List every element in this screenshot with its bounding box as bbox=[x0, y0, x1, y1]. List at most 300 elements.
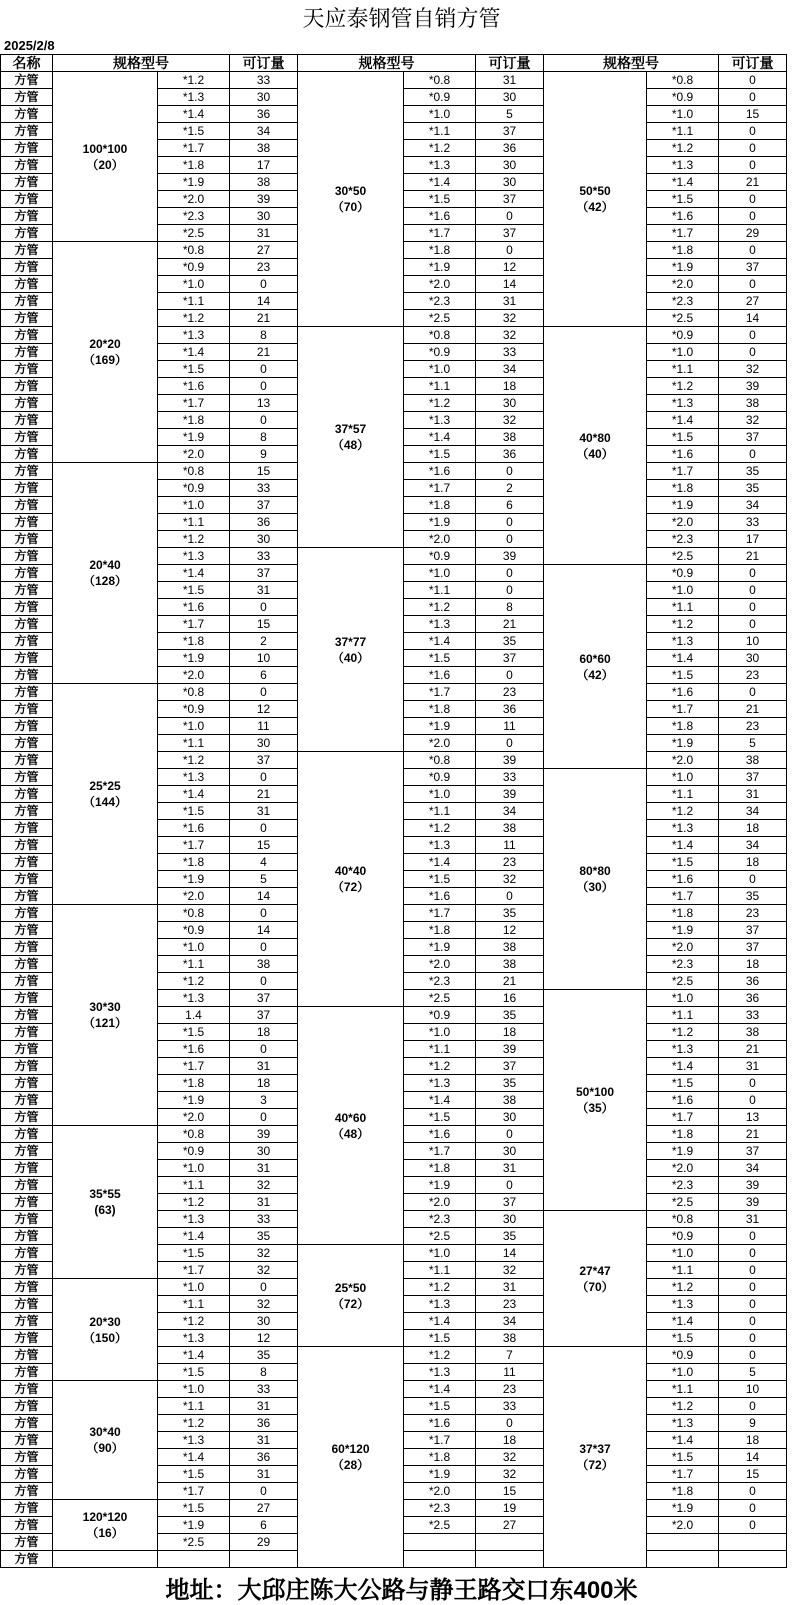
thickness-cell: *1.8 bbox=[404, 497, 476, 514]
thickness-cell: *1.2 bbox=[404, 1347, 476, 1364]
thickness-cell: *0.8 bbox=[404, 327, 476, 344]
quantity-cell: 35 bbox=[476, 905, 544, 922]
product-name-cell: 方管 bbox=[1, 1313, 53, 1330]
thickness-cell: *1.0 bbox=[158, 276, 230, 293]
thickness-cell: *1.9 bbox=[158, 1517, 230, 1534]
thickness-cell: *1.9 bbox=[404, 514, 476, 531]
thickness-cell: *1.1 bbox=[158, 293, 230, 310]
quantity-cell: 11 bbox=[476, 718, 544, 735]
thickness-cell: *1.7 bbox=[647, 701, 719, 718]
product-name-cell: 方管 bbox=[1, 1517, 53, 1534]
thickness-cell: *1.7 bbox=[158, 837, 230, 854]
product-name-cell: 方管 bbox=[1, 769, 53, 786]
inventory-table-body bbox=[1, 55, 787, 1568]
thickness-cell: *1.1 bbox=[404, 378, 476, 395]
thickness-cell: *1.8 bbox=[647, 905, 719, 922]
thickness-cell: *2.0 bbox=[404, 1483, 476, 1500]
thickness-cell: *0.9 bbox=[158, 480, 230, 497]
product-name-cell: 方管 bbox=[1, 1415, 53, 1432]
quantity-cell: 0 bbox=[719, 871, 787, 888]
quantity-cell: 35 bbox=[719, 463, 787, 480]
quantity-cell: 30 bbox=[476, 157, 544, 174]
spec-group-cell bbox=[53, 684, 158, 905]
thickness-cell: *1.2 bbox=[158, 752, 230, 769]
thickness-cell: *1.0 bbox=[404, 106, 476, 123]
thickness-cell: *0.9 bbox=[404, 769, 476, 786]
quantity-cell: 0 bbox=[719, 1483, 787, 1500]
quantity-cell: 9 bbox=[230, 446, 298, 463]
address-footer: 地址：大邱庄陈大公路与静王路交口东400米 bbox=[165, 1577, 638, 1604]
quantity-cell: 38 bbox=[719, 752, 787, 769]
thickness-cell: *1.4 bbox=[158, 565, 230, 582]
quantity-cell: 10 bbox=[719, 633, 787, 650]
thickness-cell: *2.3 bbox=[647, 293, 719, 310]
product-name-cell: 方管 bbox=[1, 922, 53, 939]
thickness-cell: *2.0 bbox=[647, 752, 719, 769]
product-name-cell: 方管 bbox=[1, 1024, 53, 1041]
thickness-cell: *1.3 bbox=[404, 837, 476, 854]
quantity-cell: 32 bbox=[476, 871, 544, 888]
quantity-cell: 30 bbox=[230, 531, 298, 548]
quantity-cell: 37 bbox=[230, 1007, 298, 1024]
quantity-cell: 0 bbox=[719, 1279, 787, 1296]
thickness-cell: *0.8 bbox=[158, 242, 230, 259]
thickness-cell: *2.3 bbox=[404, 1211, 476, 1228]
quantity-cell: 37 bbox=[476, 650, 544, 667]
quantity-cell: 36 bbox=[719, 973, 787, 990]
product-name-cell: 方管 bbox=[1, 786, 53, 803]
thickness-cell: *1.6 bbox=[647, 1092, 719, 1109]
thickness-cell: *0.9 bbox=[647, 327, 719, 344]
thickness-cell: *1.2 bbox=[158, 1194, 230, 1211]
quantity-cell: 21 bbox=[719, 174, 787, 191]
quantity-cell: 39 bbox=[476, 752, 544, 769]
quantity-cell: 35 bbox=[476, 1075, 544, 1092]
thickness-cell: *2.0 bbox=[404, 1194, 476, 1211]
quantity-cell: 27 bbox=[230, 242, 298, 259]
spec-group-cell bbox=[53, 72, 158, 242]
spec-size: 37*37 bbox=[579, 1442, 611, 1456]
quantity-cell: 5 bbox=[719, 1364, 787, 1381]
spec-size: 35*55 bbox=[89, 1187, 121, 1201]
quantity-cell: 15 bbox=[476, 1483, 544, 1500]
thickness-cell: *1.2 bbox=[158, 973, 230, 990]
quantity-cell bbox=[476, 1534, 544, 1551]
product-name-cell: 方管 bbox=[1, 174, 53, 191]
quantity-cell: 18 bbox=[476, 1432, 544, 1449]
thickness-cell: *1.0 bbox=[158, 497, 230, 514]
quantity-cell: 23 bbox=[476, 1381, 544, 1398]
quantity-cell: 8 bbox=[476, 599, 544, 616]
thickness-cell: *0.9 bbox=[404, 1007, 476, 1024]
quantity-cell: 38 bbox=[476, 939, 544, 956]
thickness-cell: *1.4 bbox=[404, 174, 476, 191]
thickness-cell: *1.8 bbox=[158, 854, 230, 871]
quantity-cell: 12 bbox=[230, 1330, 298, 1347]
thickness-cell: *1.8 bbox=[647, 718, 719, 735]
thickness-cell: *1.6 bbox=[158, 1041, 230, 1058]
thickness-cell: *1.8 bbox=[158, 1075, 230, 1092]
thickness-cell: *1.9 bbox=[647, 259, 719, 276]
quantity-cell: 31 bbox=[476, 293, 544, 310]
thickness-cell: *1.2 bbox=[158, 1313, 230, 1330]
thickness-cell: *1.1 bbox=[404, 123, 476, 140]
quantity-cell: 2 bbox=[230, 633, 298, 650]
thickness-cell: *1.2 bbox=[647, 1279, 719, 1296]
thickness-cell: *1.1 bbox=[404, 582, 476, 599]
quantity-cell: 0 bbox=[230, 769, 298, 786]
thickness-cell: *0.8 bbox=[647, 1211, 719, 1228]
quantity-cell: 33 bbox=[476, 1398, 544, 1415]
product-name-cell: 方管 bbox=[1, 854, 53, 871]
quantity-cell: 30 bbox=[230, 208, 298, 225]
thickness-cell: *1.6 bbox=[158, 378, 230, 395]
thickness-cell: *2.3 bbox=[404, 1500, 476, 1517]
quantity-cell: 39 bbox=[476, 548, 544, 565]
product-name-cell: 方管 bbox=[1, 310, 53, 327]
spec-group-cell bbox=[53, 905, 158, 1126]
quantity-cell: 30 bbox=[230, 1313, 298, 1330]
thickness-cell: *1.9 bbox=[158, 174, 230, 191]
product-name-cell: 方管 bbox=[1, 650, 53, 667]
spec-size: 120*120 bbox=[82, 1510, 128, 1524]
product-name-cell: 方管 bbox=[1, 1211, 53, 1228]
thickness-cell: *1.8 bbox=[404, 701, 476, 718]
quantity-cell: 6 bbox=[230, 1517, 298, 1534]
thickness-cell: *1.1 bbox=[158, 1177, 230, 1194]
product-name-cell: 方管 bbox=[1, 1483, 53, 1500]
thickness-cell: *1.0 bbox=[404, 361, 476, 378]
thickness-cell: *1.2 bbox=[647, 803, 719, 820]
thickness-cell: *1.9 bbox=[647, 735, 719, 752]
thickness-cell: *1.9 bbox=[404, 718, 476, 735]
quantity-cell: 21 bbox=[719, 548, 787, 565]
quantity-cell: 34 bbox=[719, 803, 787, 820]
spec-count: (63) bbox=[94, 1203, 116, 1217]
spec-count: （121） bbox=[82, 1016, 128, 1030]
spec-size: 60*60 bbox=[579, 651, 611, 666]
thickness-cell: *0.9 bbox=[404, 89, 476, 106]
quantity-cell: 38 bbox=[476, 1092, 544, 1109]
thickness-cell: *1.0 bbox=[647, 582, 719, 599]
thickness-cell: *1.6 bbox=[404, 1126, 476, 1143]
spec-size: 80*80 bbox=[579, 864, 611, 878]
quantity-cell: 0 bbox=[719, 276, 787, 293]
quantity-cell: 18 bbox=[719, 854, 787, 871]
quantity-cell: 7 bbox=[476, 1347, 544, 1364]
thickness-cell: *1.7 bbox=[404, 480, 476, 497]
quantity-cell: 33 bbox=[476, 344, 544, 361]
thickness-cell: *1.6 bbox=[404, 208, 476, 225]
date-label: 2025/2/8 bbox=[4, 38, 55, 53]
thickness-cell: *1.7 bbox=[158, 395, 230, 412]
product-name-cell: 方管 bbox=[1, 293, 53, 310]
thickness-cell: *2.0 bbox=[404, 276, 476, 293]
quantity-cell: 0 bbox=[230, 973, 298, 990]
quantity-cell: 30 bbox=[476, 174, 544, 191]
quantity-cell: 21 bbox=[476, 973, 544, 990]
quantity-cell: 37 bbox=[476, 1194, 544, 1211]
thickness-cell: *1.5 bbox=[158, 361, 230, 378]
quantity-cell: 23 bbox=[476, 854, 544, 871]
thickness-cell: *1.1 bbox=[647, 786, 719, 803]
spec-group-cell bbox=[544, 990, 647, 1211]
thickness-cell: *1.0 bbox=[158, 718, 230, 735]
thickness-cell: *1.8 bbox=[647, 480, 719, 497]
thickness-cell: *1.3 bbox=[158, 990, 230, 1007]
quantity-cell: 35 bbox=[476, 633, 544, 650]
product-name-cell: 方管 bbox=[1, 463, 53, 480]
thickness-cell: *0.8 bbox=[158, 684, 230, 701]
product-name-cell: 方管 bbox=[1, 1092, 53, 1109]
thickness-cell: *1.5 bbox=[404, 446, 476, 463]
thickness-cell: *1.2 bbox=[404, 1279, 476, 1296]
thickness-cell: *1.4 bbox=[404, 1381, 476, 1398]
thickness-cell: *1.6 bbox=[404, 463, 476, 480]
quantity-cell: 14 bbox=[476, 276, 544, 293]
quantity-cell bbox=[230, 1551, 298, 1568]
quantity-cell: 0 bbox=[719, 208, 787, 225]
thickness-cell: *1.0 bbox=[158, 1160, 230, 1177]
thickness-cell: *1.4 bbox=[404, 1092, 476, 1109]
quantity-cell: 31 bbox=[230, 803, 298, 820]
quantity-cell: 39 bbox=[476, 786, 544, 803]
thickness-cell: *1.8 bbox=[647, 1483, 719, 1500]
quantity-cell: 30 bbox=[476, 1109, 544, 1126]
spec-group-cell bbox=[298, 72, 404, 327]
quantity-cell: 36 bbox=[230, 1415, 298, 1432]
quantity-cell: 12 bbox=[476, 259, 544, 276]
product-name-cell: 方管 bbox=[1, 514, 53, 531]
quantity-cell: 8 bbox=[230, 1364, 298, 1381]
quantity-cell: 0 bbox=[719, 1500, 787, 1517]
spec-group-cell bbox=[298, 1347, 404, 1568]
quantity-cell: 35 bbox=[230, 1228, 298, 1245]
product-name-cell: 方管 bbox=[1, 106, 53, 123]
thickness-cell: *1.2 bbox=[647, 378, 719, 395]
spec-count: （42） bbox=[576, 200, 614, 214]
product-name-cell: 方管 bbox=[1, 684, 53, 701]
quantity-cell: 38 bbox=[476, 1330, 544, 1347]
thickness-cell: *2.3 bbox=[647, 1177, 719, 1194]
product-name-cell: 方管 bbox=[1, 378, 53, 395]
spec-size: 40*60 bbox=[334, 1110, 367, 1125]
quantity-cell: 0 bbox=[719, 1313, 787, 1330]
quantity-cell: 2 bbox=[476, 480, 544, 497]
product-name-cell: 方管 bbox=[1, 1381, 53, 1398]
quantity-cell: 31 bbox=[476, 72, 544, 89]
quantity-cell: 37 bbox=[230, 565, 298, 582]
product-name-cell: 方管 bbox=[1, 1007, 53, 1024]
thickness-cell: *1.3 bbox=[404, 616, 476, 633]
product-name-cell: 方管 bbox=[1, 718, 53, 735]
product-name-cell: 方管 bbox=[1, 72, 53, 89]
thickness-cell: *1.0 bbox=[158, 939, 230, 956]
quantity-cell: 0 bbox=[719, 1398, 787, 1415]
thickness-cell: *1.5 bbox=[404, 871, 476, 888]
quantity-cell: 30 bbox=[476, 1143, 544, 1160]
thickness-cell: *0.8 bbox=[158, 463, 230, 480]
quantity-cell: 0 bbox=[230, 905, 298, 922]
product-name-cell: 方管 bbox=[1, 276, 53, 293]
thickness-cell: *1.5 bbox=[647, 667, 719, 684]
quantity-cell: 21 bbox=[476, 616, 544, 633]
thickness-cell: *1.4 bbox=[647, 650, 719, 667]
spec-size: 40*80 bbox=[579, 430, 611, 445]
quantity-cell: 30 bbox=[230, 1143, 298, 1160]
thickness-cell: *1.7 bbox=[647, 463, 719, 480]
quantity-cell: 0 bbox=[230, 378, 298, 395]
quantity-cell: 13 bbox=[719, 1109, 787, 1126]
product-name-cell: 方管 bbox=[1, 1432, 53, 1449]
thickness-cell: *1.1 bbox=[158, 1398, 230, 1415]
quantity-cell: 30 bbox=[230, 89, 298, 106]
thickness-cell: *1.6 bbox=[158, 599, 230, 616]
thickness-cell: *1.0 bbox=[158, 1279, 230, 1296]
thickness-cell: *0.9 bbox=[158, 701, 230, 718]
quantity-cell: 0 bbox=[719, 1262, 787, 1279]
spec-size: 37*77 bbox=[334, 634, 367, 649]
quantity-cell: 17 bbox=[719, 531, 787, 548]
thickness-cell: *1.2 bbox=[647, 1024, 719, 1041]
product-name-cell: 方管 bbox=[1, 531, 53, 548]
thickness-cell: *1.4 bbox=[647, 174, 719, 191]
quantity-cell: 5 bbox=[719, 735, 787, 752]
thickness-cell: *1.1 bbox=[158, 1296, 230, 1313]
spec-count: （40） bbox=[331, 650, 370, 665]
product-name-cell: 方管 bbox=[1, 667, 53, 684]
thickness-cell: *1.4 bbox=[404, 854, 476, 871]
thickness-cell: *1.8 bbox=[647, 1126, 719, 1143]
spec-group-cell bbox=[53, 1381, 158, 1500]
quantity-cell: 0 bbox=[476, 1126, 544, 1143]
thickness-cell: *1.3 bbox=[404, 157, 476, 174]
thickness-cell: *0.9 bbox=[158, 259, 230, 276]
quantity-cell: 34 bbox=[476, 361, 544, 378]
thickness-cell: *2.0 bbox=[158, 667, 230, 684]
spec-group-cell bbox=[544, 1211, 647, 1347]
thickness-cell: *1.9 bbox=[647, 497, 719, 514]
product-name-cell: 方管 bbox=[1, 1466, 53, 1483]
thickness-cell: *1.8 bbox=[404, 922, 476, 939]
thickness-cell: *2.0 bbox=[647, 1517, 719, 1534]
quantity-cell: 0 bbox=[719, 1092, 787, 1109]
quantity-cell: 29 bbox=[230, 1534, 298, 1551]
product-name-cell: 方管 bbox=[1, 344, 53, 361]
quantity-cell: 23 bbox=[719, 667, 787, 684]
thickness-cell: *1.6 bbox=[647, 208, 719, 225]
thickness-cell: *2.0 bbox=[647, 276, 719, 293]
product-name-cell: 方管 bbox=[1, 259, 53, 276]
quantity-cell: 5 bbox=[476, 106, 544, 123]
thickness-cell: *1.0 bbox=[158, 1381, 230, 1398]
spec-group-cell bbox=[53, 242, 158, 463]
quantity-cell: 0 bbox=[719, 582, 787, 599]
quantity-cell: 32 bbox=[230, 1262, 298, 1279]
product-name-cell: 方管 bbox=[1, 565, 53, 582]
thickness-cell: *0.8 bbox=[158, 1126, 230, 1143]
product-name-cell: 方管 bbox=[1, 837, 53, 854]
thickness-cell: *1.3 bbox=[158, 89, 230, 106]
product-name-cell: 方管 bbox=[1, 616, 53, 633]
quantity-cell: 34 bbox=[719, 1160, 787, 1177]
quantity-cell: 38 bbox=[230, 174, 298, 191]
quantity-cell: 31 bbox=[230, 1194, 298, 1211]
thickness-cell: *1.0 bbox=[647, 1245, 719, 1262]
thickness-cell: *2.3 bbox=[647, 956, 719, 973]
quantity-cell: 38 bbox=[230, 956, 298, 973]
thickness-cell: *1.4 bbox=[647, 1058, 719, 1075]
quantity-cell: 12 bbox=[230, 701, 298, 718]
quantity-cell: 32 bbox=[230, 1296, 298, 1313]
quantity-cell: 36 bbox=[719, 990, 787, 1007]
thickness-cell: *2.3 bbox=[647, 531, 719, 548]
thickness-cell: *1.2 bbox=[647, 140, 719, 157]
thickness-cell: *1.3 bbox=[158, 1330, 230, 1347]
spec-group-cell bbox=[544, 565, 647, 769]
thickness-cell: *2.5 bbox=[404, 1517, 476, 1534]
thickness-cell: *1.1 bbox=[404, 1041, 476, 1058]
quantity-cell: 16 bbox=[476, 990, 544, 1007]
spec-group-cell bbox=[53, 1279, 158, 1381]
quantity-cell: 36 bbox=[230, 514, 298, 531]
thickness-cell: *1.0 bbox=[647, 769, 719, 786]
product-name-cell: 方管 bbox=[1, 820, 53, 837]
quantity-cell: 14 bbox=[719, 1449, 787, 1466]
thickness-cell: *2.5 bbox=[404, 990, 476, 1007]
thickness-cell: *0.9 bbox=[404, 344, 476, 361]
product-name-cell: 方管 bbox=[1, 633, 53, 650]
quantity-cell: 18 bbox=[230, 1024, 298, 1041]
quantity-cell: 18 bbox=[719, 1432, 787, 1449]
spec-count: （144） bbox=[82, 795, 128, 809]
thickness-cell: *1.1 bbox=[647, 361, 719, 378]
product-name-cell: 方管 bbox=[1, 157, 53, 174]
product-name-cell: 方管 bbox=[1, 956, 53, 973]
thickness-cell: *1.8 bbox=[404, 242, 476, 259]
quantity-cell: 31 bbox=[230, 1466, 298, 1483]
quantity-cell: 37 bbox=[230, 752, 298, 769]
thickness-cell: *1.2 bbox=[404, 820, 476, 837]
quantity-cell: 31 bbox=[230, 1432, 298, 1449]
thickness-cell: *1.2 bbox=[158, 310, 230, 327]
quantity-cell: 0 bbox=[476, 531, 544, 548]
spec-size: 20*40 bbox=[89, 558, 121, 572]
quantity-cell: 23 bbox=[476, 1296, 544, 1313]
thickness-cell: *1.8 bbox=[158, 157, 230, 174]
quantity-cell: 35 bbox=[230, 1347, 298, 1364]
quantity-cell: 33 bbox=[230, 548, 298, 565]
quantity-cell: 0 bbox=[719, 344, 787, 361]
quantity-cell: 29 bbox=[719, 225, 787, 242]
quantity-cell: 31 bbox=[230, 225, 298, 242]
quantity-cell: 32 bbox=[476, 1262, 544, 1279]
thickness-cell: *1.3 bbox=[158, 1211, 230, 1228]
thickness-cell: *1.4 bbox=[158, 106, 230, 123]
quantity-cell: 0 bbox=[476, 1415, 544, 1432]
thickness-cell: *1.8 bbox=[404, 1449, 476, 1466]
product-name-cell: 方管 bbox=[1, 1109, 53, 1126]
thickness-cell: *0.9 bbox=[647, 89, 719, 106]
thickness-cell: *1.9 bbox=[647, 922, 719, 939]
thickness-cell: *1.7 bbox=[647, 1109, 719, 1126]
thickness-cell: *2.5 bbox=[647, 1194, 719, 1211]
thickness-cell: *1.6 bbox=[404, 1415, 476, 1432]
thickness-cell: *1.6 bbox=[647, 684, 719, 701]
quantity-cell: 32 bbox=[230, 1177, 298, 1194]
quantity-cell: 12 bbox=[476, 922, 544, 939]
thickness-cell: *2.5 bbox=[404, 1228, 476, 1245]
